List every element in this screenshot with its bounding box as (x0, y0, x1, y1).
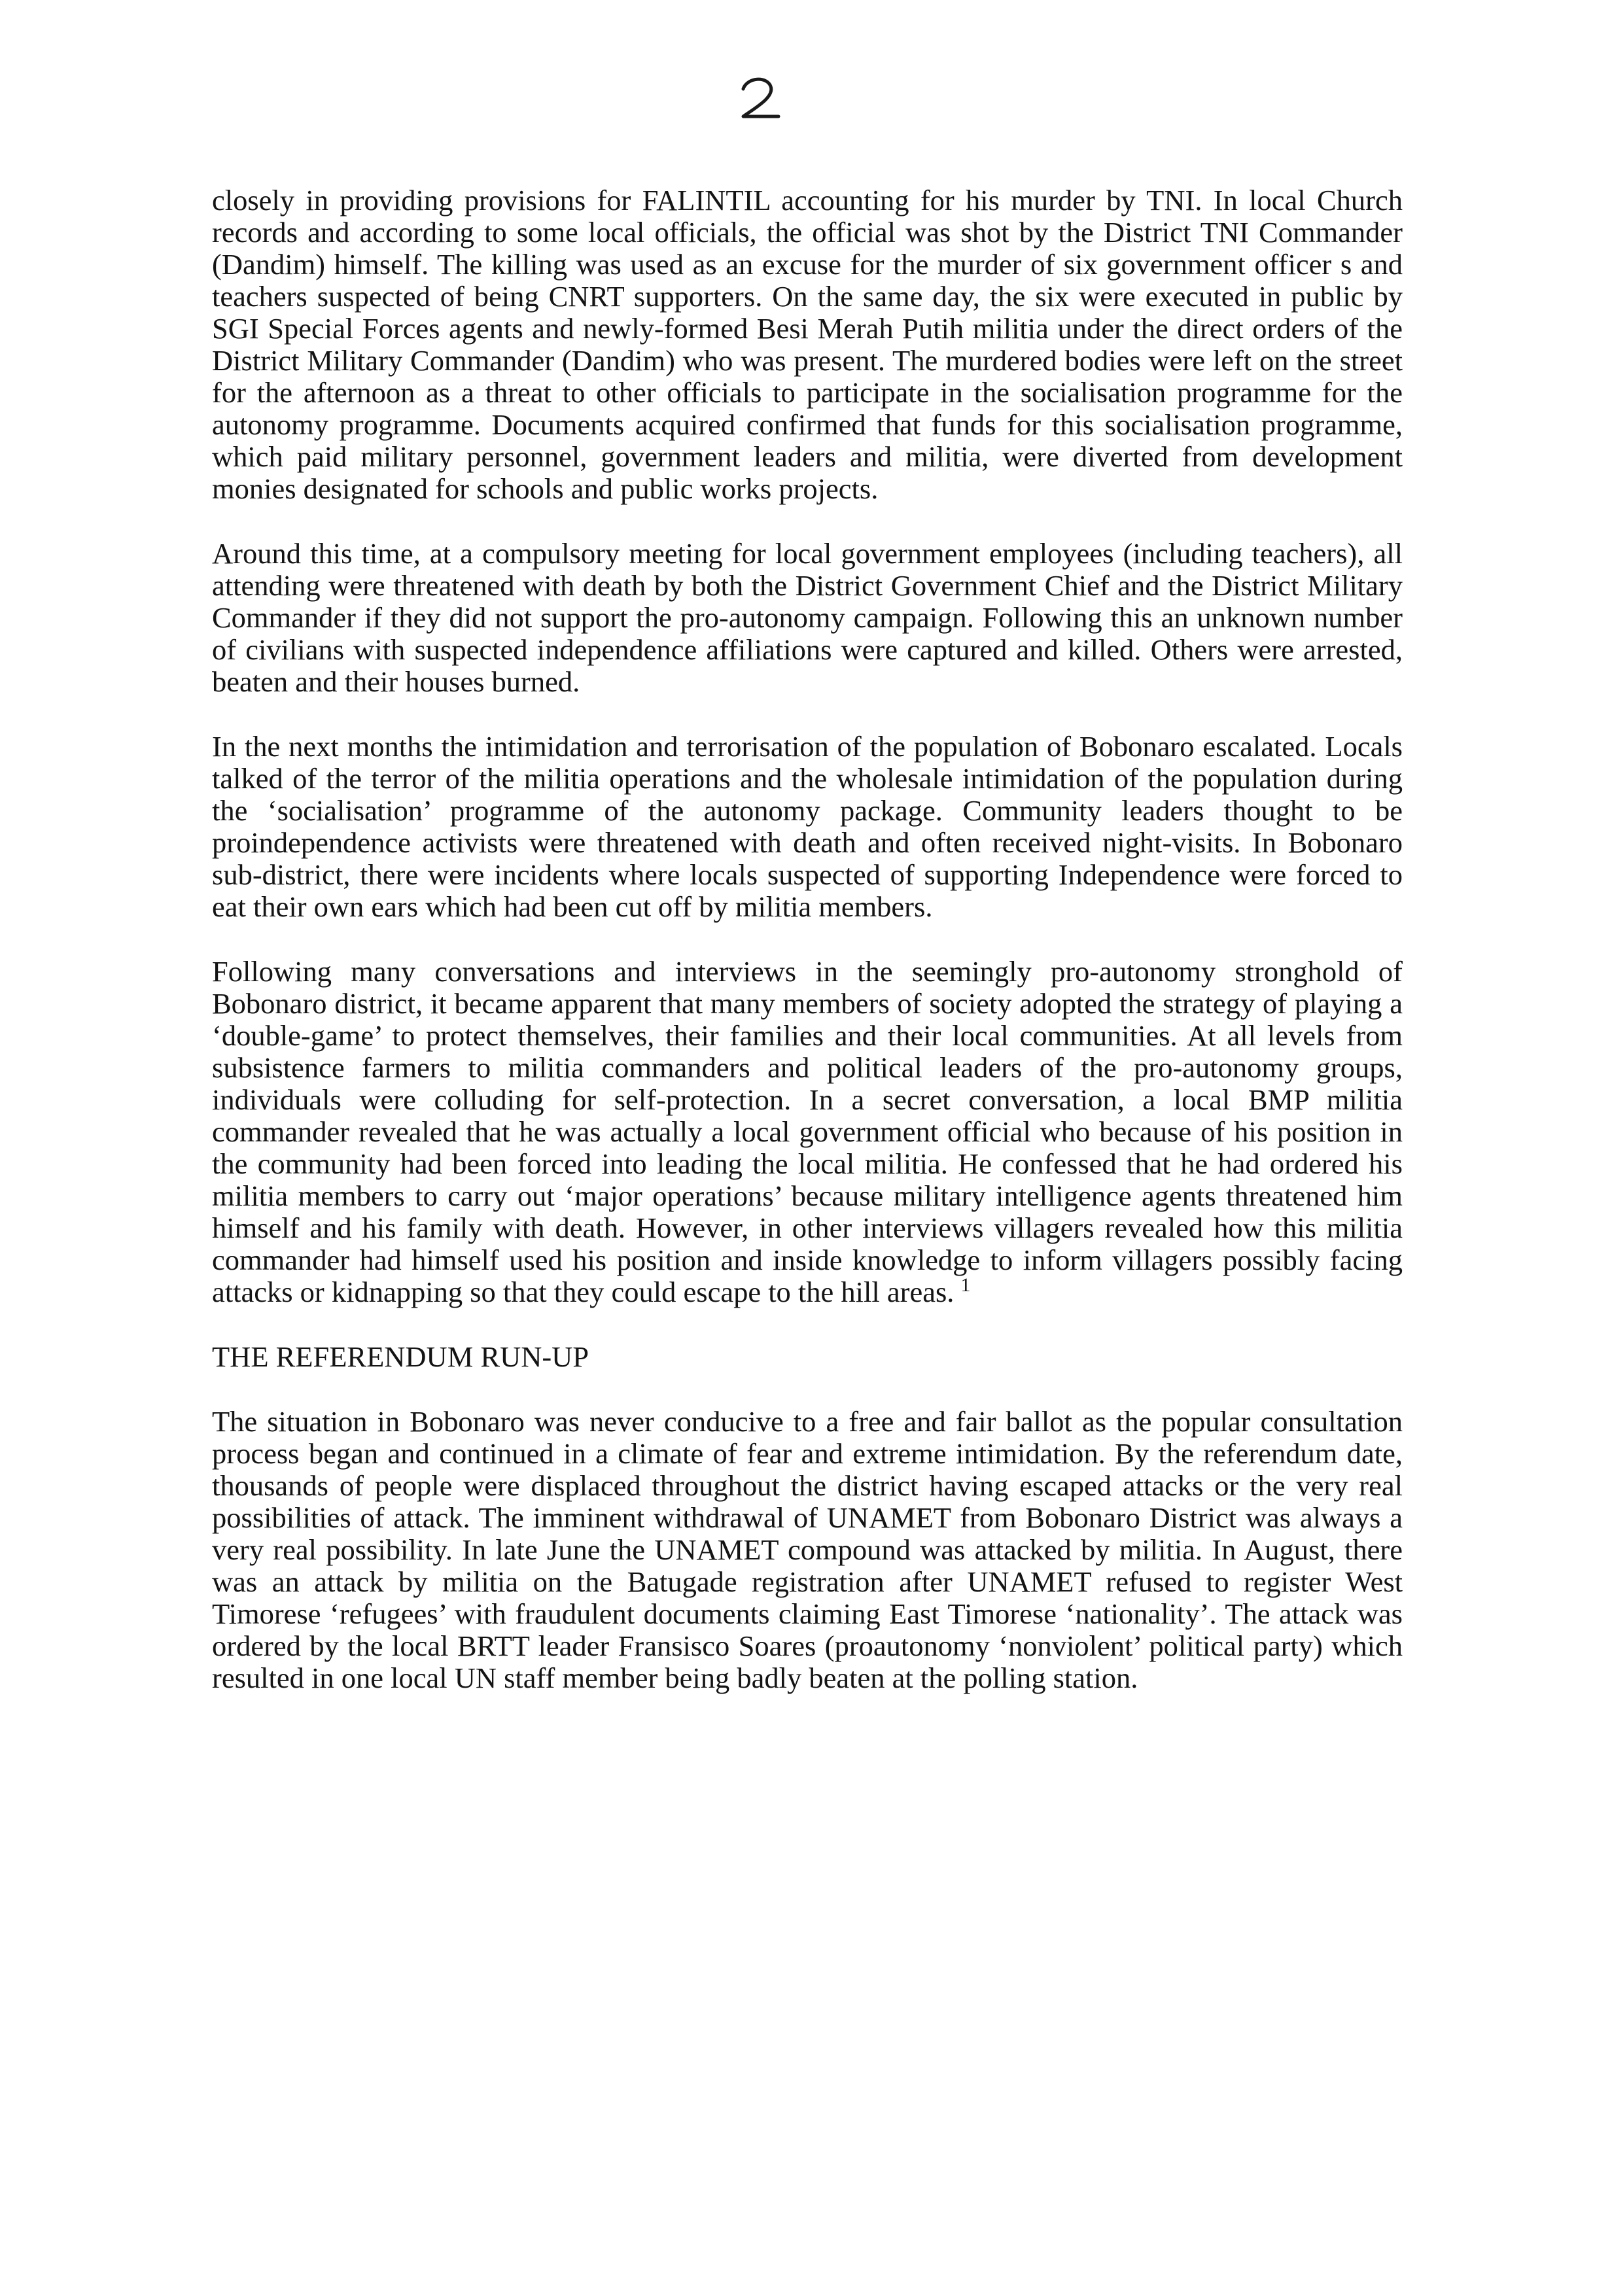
paragraph-4-text: Following many conversations and interviews in the seemingly pro-autonomy stronghold of Bobonaro district, it became apparent that many members of society adopted the strategy of playing a ‘double-game’ to protect themselves, their families and their local communities. At all levels from subsistence farmers to militia commanders and political leaders of the pro-autonomy groups, individuals were colluding for self-protection. In a secret conversation, a local BMP militia commander revealed that he was actually a local government official who because of his position in the community had been forced into leading the local militia. He confessed that he had ordered his militia members to carry out ‘major operations’ because military intelligence agents threatened him himself and his family with death. However, in other interviews villagers revealed how this militia commander had himself used his position and inside knowledge to inform villagers possibly facing attacks or kidnapping so that they could escape to the hill areas. (212, 955, 1403, 1308)
paragraph-1: closely in providing provisions for FALINTIL accounting for his murder by TNI. In local Church records and according to some local officials, the official was shot by the District TNI Commander (Dandim) himself. The killing was used as an excuse for the murder of six government officer s and teachers suspected of being CNRT supporters. On the same day, the six were executed in public by SGI Special Forces agents and newly-formed Besi Merah Putih militia under the direct orders of the District Military Commander (Dandim) who was present. The murdered bodies were left on the street for the afternoon as a threat to other officials to participate in the socialisation programme for the autonomy programme. Documents acquired confirmed that funds for this socialisation programme, which paid military personnel, government leaders and militia, were diverted from development monies designated for schools and public works projects. (212, 184, 1403, 505)
handwritten-page-number (733, 71, 788, 126)
paragraph-3: In the next months the intimidation and terrorisation of the population of Bobonaro escalated. Locals talked of the terror of the militia operations and the wholesale intimidation of the population during the ‘socialisation’ programme of the autonomy package. Community leaders thought to be proindependence activists were threatened with death and often received night-visits. In Bobonaro sub-district, there were incidents where locals suspected of supporting Independence were forced to eat their own ears which had been cut off by militia members. (212, 730, 1403, 923)
handwritten-page-number-mark (733, 71, 788, 126)
section-heading: THE REFERENDUM RUN-UP (212, 1340, 589, 1373)
paragraph-4 (212, 956, 1403, 1308)
footnote-reference[interactable]: 1 (960, 1274, 971, 1296)
paragraph-5: The situation in Bobonaro was never conducive to a free and fair ballot as the popular consultation process began and continued in a climate of fear and extreme intimidation. By the referendum date, thousands of people were displaced throughout the district having escaped attacks or the very real possibilities of attack. The imminent withdrawal of UNAMET from Bobonaro District was always a very real possibility. In late June the UNAMET compound was attacked by militia. In August, there was an attack by militia on the Batugade registration after UNAMET refused to register West Timorese ‘refugees’ with fraudulent documents claiming East Timorese ‘nationality’. The attack was ordered by the local BRTT leader Fransisco Soares (proautonomy ‘nonviolent’ political party) which resulted in one local UN staff member being badly beaten at the polling station. (212, 1405, 1403, 1694)
paragraph-2: Around this time, at a compulsory meeting for local government employees (including teachers), all attending were threatened with death by both the District Government Chief and the District Military Commander if they did not support the pro-autonomy campaign. Following this an unknown number of civilians with suspected independence affiliations were captured and killed. Others were arrested, beaten and their houses burned. (212, 537, 1403, 698)
body-text (212, 184, 1403, 1727)
